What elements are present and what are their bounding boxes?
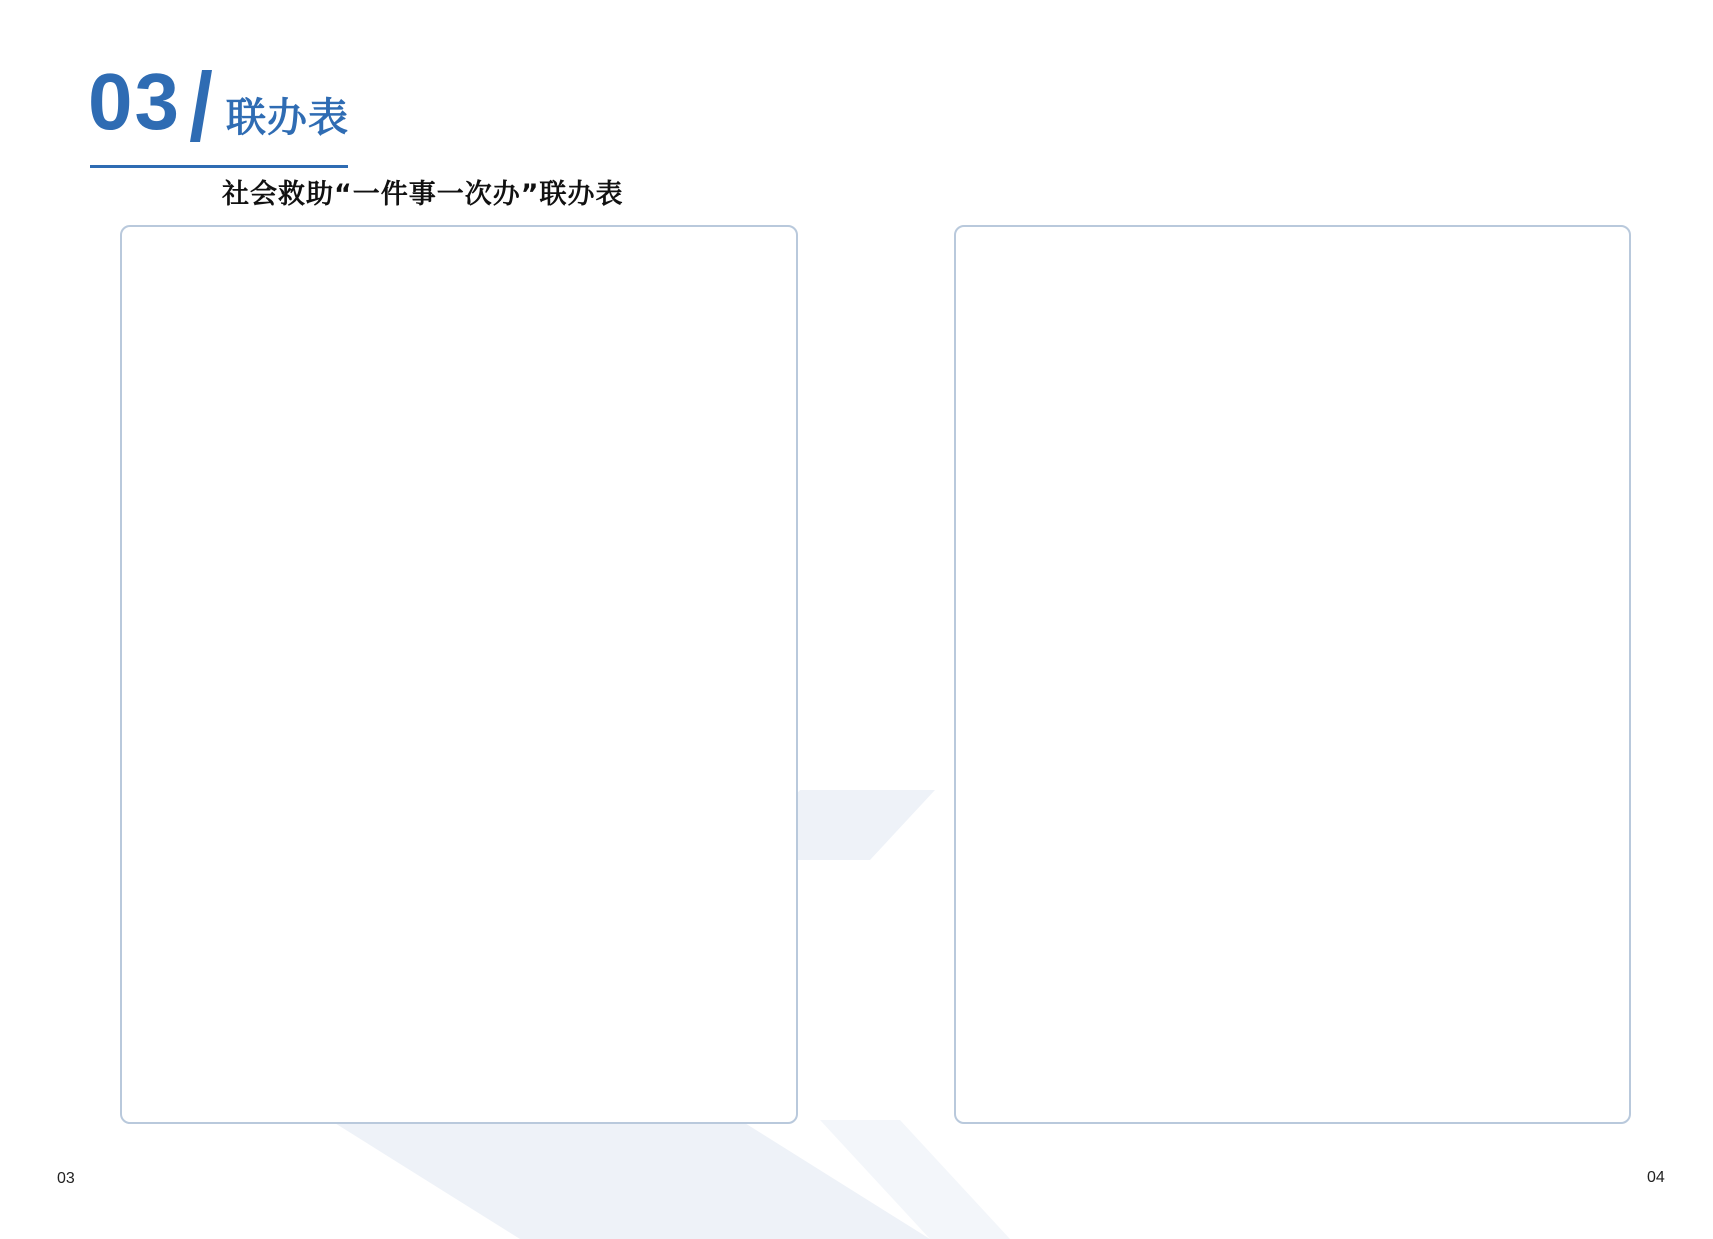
page-number-left: 03: [57, 1170, 75, 1187]
left-form-card: [120, 225, 798, 1124]
header-slash-mark: [190, 70, 212, 142]
section-number: 03: [88, 57, 181, 146]
right-form-card: [954, 225, 1631, 1124]
header-underline: [90, 165, 348, 168]
document-title: 社会救助“一件事一次办”联办表: [222, 179, 624, 210]
section-title: 联办表: [226, 95, 349, 141]
page-number-right: 04: [1647, 1169, 1665, 1186]
